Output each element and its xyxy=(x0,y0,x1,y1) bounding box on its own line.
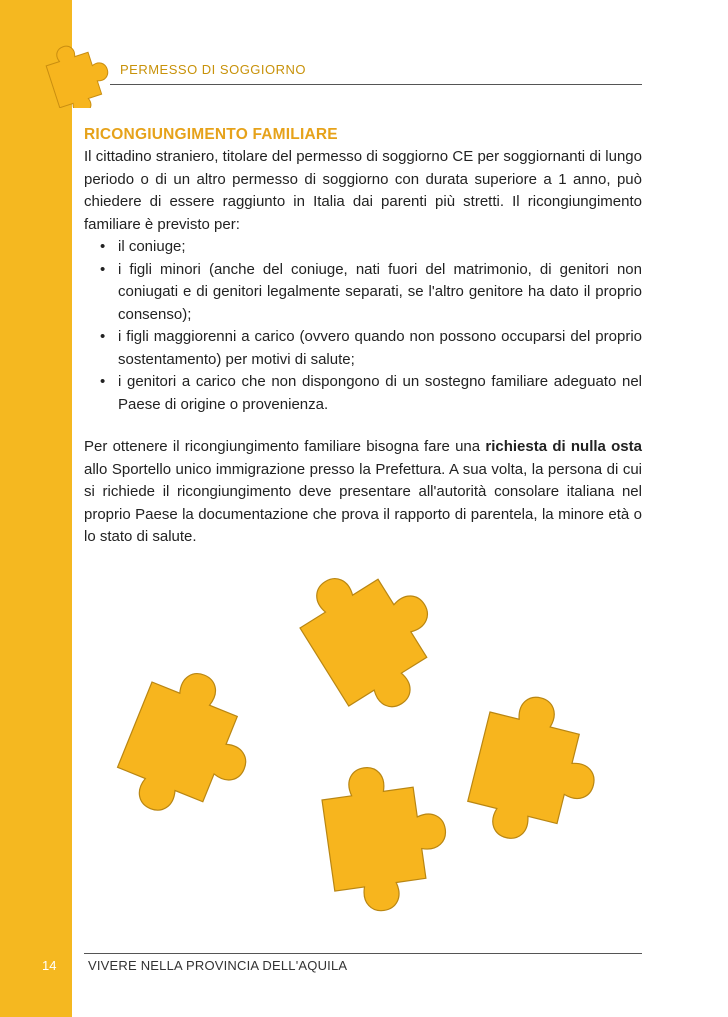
puzzle-piece-icon xyxy=(36,40,110,108)
puzzle-piece-icon xyxy=(286,543,462,728)
header-divider xyxy=(110,84,642,85)
bold-phrase: richiesta di nulla osta xyxy=(485,438,642,455)
puzzle-piece-icon xyxy=(108,658,271,836)
intro-paragraph: Il cittadino straniero, titolare del permesso di soggiorno CE per soggiornanti di lungo periodo o di un altro permesso di soggiorno con durata superiore a 1 anno, può chiedere di essere raggiunto in Italia dai parenti più stretti. Il ricongiungimento familiare è previsto per: xyxy=(84,148,642,233)
eligibility-list xyxy=(84,236,642,416)
puzzle-piece-icon xyxy=(318,758,455,917)
nulla-osta-paragraph: Per ottenere il ricongiungimento familiare bisogna fare una richiesta di nulla osta allo Sportello unico immigrazione presso la Prefettura. A sua volta, la persona di cui si richiede il ricongiungimento deve presentare all'autorità consolare italiana nel proprio Paese la documentazione che prova il rapporto di parentela, la minore età o lo stato di salute. xyxy=(84,438,642,545)
list-item: • il coniuge; xyxy=(100,238,186,255)
footer-title: VIVERE NELLA PROVINCIA DELL'AQUILA xyxy=(88,958,348,973)
list-item: • i genitori a carico che non dispongono di un sostegno familiare adeguato nel Paese di origine o provenienza. xyxy=(100,373,642,413)
section-title: RICONGIUNGIMENTO FAMILIARE xyxy=(84,126,338,143)
list-item: • i figli minori (anche del coniuge, nati fuori del matrimonio, di genitori non coniugati e di genitori legalmente separati, se l'altro genitore ha dato il proprio consenso); xyxy=(100,260,642,323)
header-title: PERMESSO DI SOGGIORNO xyxy=(120,62,307,77)
footer-divider xyxy=(84,953,642,954)
main-content xyxy=(84,126,642,549)
side-color-bar xyxy=(0,0,72,1017)
list-item: • i figli maggiorenni a carico (ovvero quando non possono occuparsi del proprio sostentamento) per motivi di salute; xyxy=(100,328,642,368)
page-number: 14 xyxy=(42,958,57,973)
puzzle-piece-icon xyxy=(461,687,610,855)
